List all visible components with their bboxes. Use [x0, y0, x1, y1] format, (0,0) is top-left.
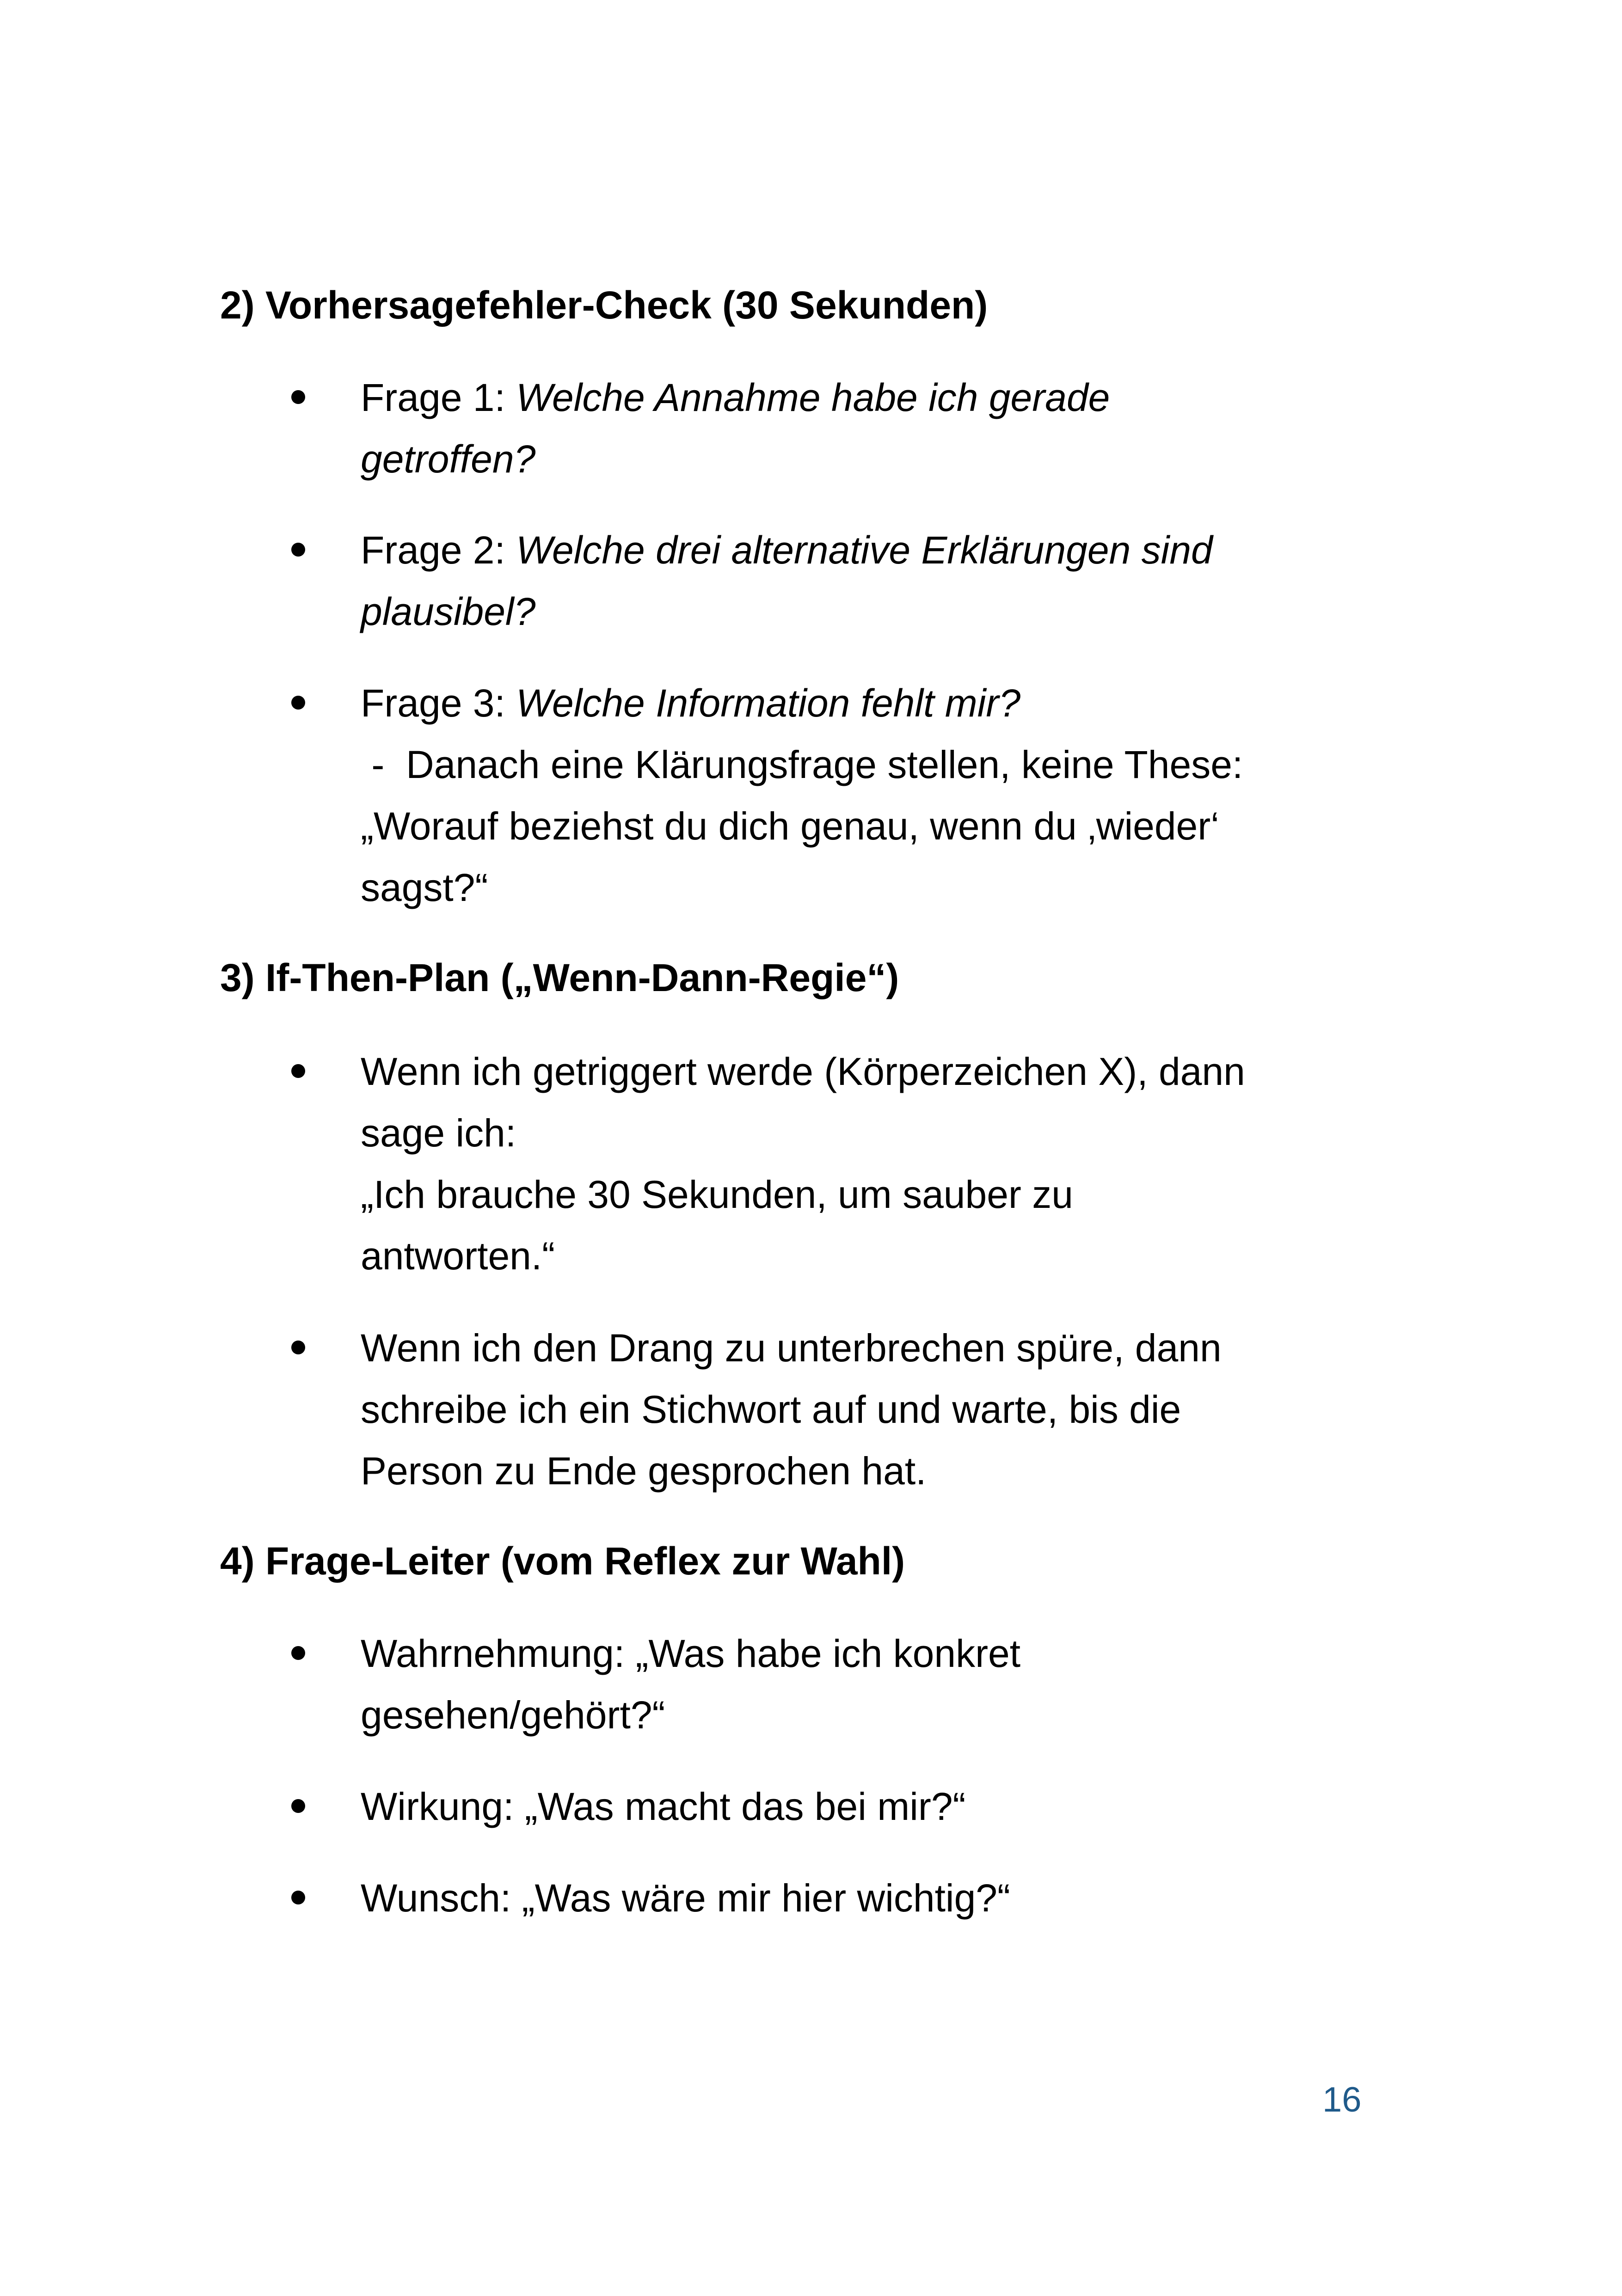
item-line: Wunsch: „Was wäre mir hier wichtig?“ [361, 1876, 1010, 1920]
item-line: gesehen/gehört?“ [361, 1693, 665, 1737]
item-line: „Worauf beziehst du dich genau, wenn du ‚wieder‘ [361, 804, 1219, 848]
item-line: Wirkung: „Was macht das bei mir?“ [361, 1785, 966, 1828]
bullet-icon [291, 1891, 305, 1904]
bullet-icon [291, 543, 305, 557]
item-line: Person zu Ende gesprochen hat. [361, 1449, 927, 1493]
item-line [361, 680, 1020, 726]
item-prefix: Frage 2: [361, 528, 516, 572]
bullet-icon [291, 696, 305, 710]
bullet-icon [291, 1064, 305, 1078]
item-line: antworten.“ [361, 1234, 555, 1278]
bullet-icon [291, 1646, 305, 1660]
section-heading: 4) Frage-Leiter (vom Reflex zur Wahl) [220, 1539, 905, 1583]
section-heading: 2) Vorhersagefehler-Check (30 Sekunden) [220, 283, 988, 327]
item-line: sagst?“ [361, 866, 488, 909]
bullet-icon [291, 1799, 305, 1813]
item-line: Wenn ich den Drang zu unterbrechen spüre, dann [361, 1326, 1222, 1370]
item-line: schreibe ich ein Stichwort auf und warte, bis die [361, 1388, 1181, 1431]
item-line: „Ich brauche 30 Sekunden, um sauber zu [361, 1173, 1073, 1216]
item-line: sage ich: [361, 1111, 516, 1155]
item-question: Welche Information fehlt mir? [516, 681, 1021, 725]
item-line: - Danach eine Klärungsfrage stellen, keine These: [361, 743, 1243, 786]
item-question: Welche Annahme habe ich gerade [516, 376, 1110, 419]
item-line: getroffen? [361, 437, 536, 481]
bullet-icon [291, 390, 305, 404]
item-question: Welche drei alternative Erklärungen sind [516, 528, 1213, 572]
item-line: Wahrnehmung: „Was habe ich konkret [361, 1632, 1021, 1675]
section-heading: 3) If-Then-Plan („Wenn-Dann-Regie“) [220, 956, 899, 999]
item-line [361, 527, 1213, 573]
item-line: plausibel? [361, 590, 536, 633]
item-prefix: Frage 1: [361, 376, 516, 419]
item-prefix: Frage 3: [361, 681, 516, 725]
bullet-icon [291, 1341, 305, 1354]
page-number: 16 [1322, 2080, 1362, 2119]
item-line: Wenn ich getriggert werde (Körperzeichen X), dann [361, 1050, 1245, 1093]
item-line [361, 374, 1110, 421]
